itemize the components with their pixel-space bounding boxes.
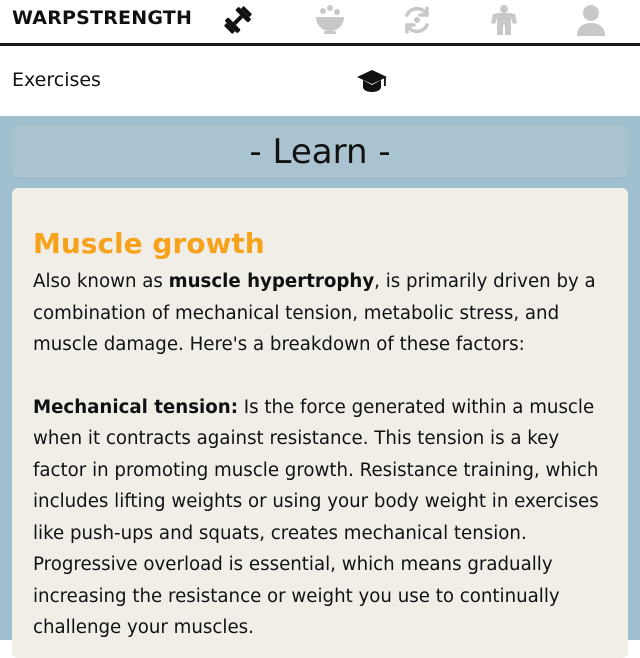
mechanical-tension-heading: Mechanical tension: bbox=[33, 396, 238, 418]
app-brand[interactable]: WARPSTRENGTH bbox=[12, 7, 193, 29]
section-header bbox=[0, 46, 640, 116]
top-navigation-bar bbox=[0, 0, 640, 46]
intro-text-start: Also known as bbox=[33, 271, 169, 292]
intro-text-end: , is primarily driven by a combination of mechanical tension, metabolic stress, and muscle damage. Here's a breakdown of these factors: bbox=[33, 271, 596, 355]
graduation-cap-icon[interactable] bbox=[354, 66, 390, 96]
body-icon[interactable] bbox=[486, 2, 522, 38]
article-card bbox=[12, 188, 628, 658]
dumbbell-icon[interactable] bbox=[220, 2, 256, 38]
salad-bowl-icon[interactable] bbox=[312, 2, 348, 38]
mechanical-tension-text: Is the force generated within a muscle when it contracts against resistance. This tension is a key factor in promoting muscle growth. Resistance training, which includes lifting weights or using your body weight in exercises like push-ups and squats, creates mechanical tension. Progressive overload is essential, which means gradually increasing the resistance or weight you use to continually challenge your muscles. bbox=[33, 396, 599, 638]
intro-bold-term: muscle hypertrophy bbox=[168, 271, 375, 292]
article-paragraph-mechanical-tension bbox=[33, 392, 607, 644]
main-content bbox=[0, 116, 640, 640]
refresh-icon[interactable] bbox=[399, 2, 435, 38]
article-paragraph-intro bbox=[33, 266, 607, 361]
section-title: Exercises bbox=[12, 69, 101, 91]
user-icon[interactable] bbox=[573, 2, 609, 38]
learn-banner: - Learn - bbox=[12, 125, 628, 178]
article-title: Muscle growth bbox=[33, 227, 265, 260]
